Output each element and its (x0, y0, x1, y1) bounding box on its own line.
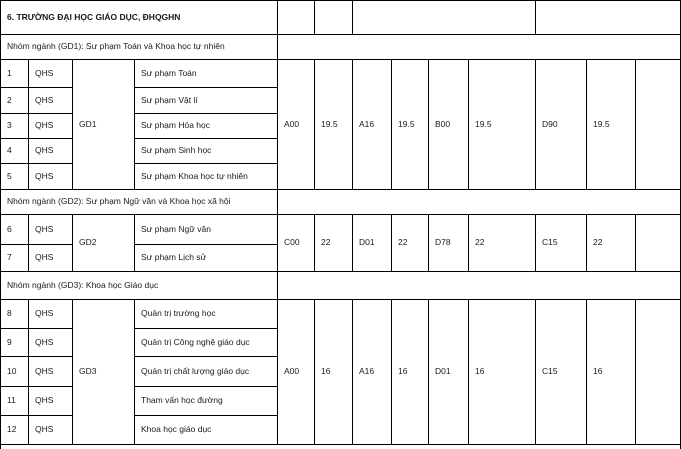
cutoff-score: 22 (321, 237, 331, 248)
grid-line (535, 0, 536, 35)
row-number: 8 (7, 308, 12, 319)
institution-code: QHS (35, 223, 54, 234)
row-number: 6 (7, 223, 12, 234)
major-name: Sư phạm Khoa học tự nhiên (141, 170, 248, 181)
major-name: Quản trị chất lượng giáo dục (141, 365, 250, 376)
major-name: Khoa học giáo dục (141, 424, 212, 435)
grid-line (0, 0, 1, 449)
grid-line (535, 214, 536, 272)
major-name: Quản trị trường học (141, 308, 216, 319)
subject-block: C15 (542, 237, 558, 248)
group-header: Nhóm ngành (GD3): Khoa học Giáo dục (7, 279, 159, 290)
group-header: Nhóm ngành (GD2): Sư phạm Ngữ văn và Khoa học xã hội (7, 196, 231, 207)
grid-line (635, 59, 636, 190)
group-code: GD1 (79, 118, 97, 129)
grid-line (277, 189, 278, 215)
grid-line (468, 299, 469, 445)
grid-line (586, 214, 587, 272)
major-name: Sư phạm Ngữ văn (141, 223, 211, 234)
grid-line (586, 299, 587, 445)
grid-line (468, 214, 469, 272)
institution-code: QHS (35, 424, 54, 435)
grid-line (28, 214, 29, 272)
subject-block: A16 (359, 366, 375, 377)
cutoff-score: 19.5 (321, 118, 338, 129)
grid-line (428, 59, 429, 190)
major-name: Tham vấn học đường (141, 395, 223, 406)
grid-line (352, 214, 353, 272)
grid-line (72, 299, 73, 445)
row-number: 5 (7, 170, 12, 181)
grid-line (314, 0, 315, 35)
subject-block: C15 (542, 366, 558, 377)
row-number: 2 (7, 94, 12, 105)
institution-code: QHS (35, 67, 54, 78)
major-name: Quản trị Công nghệ giáo dục (141, 336, 250, 347)
major-name: Sư phạm Toán (141, 67, 197, 78)
cutoff-score: 22 (475, 237, 485, 248)
cutoff-score: 19.5 (593, 118, 610, 129)
grid-line (391, 214, 392, 272)
grid-line (0, 444, 681, 445)
grid-line (635, 214, 636, 272)
group-code: GD2 (79, 237, 97, 248)
cutoff-score: 19.5 (475, 118, 492, 129)
subject-block: A00 (284, 118, 300, 129)
row-number: 10 (7, 365, 17, 376)
group-header: Nhóm ngành (GD1): Sư phạm Toán và Khoa học tự nhiên (7, 41, 225, 52)
row-number: 3 (7, 120, 12, 131)
grid-line (314, 299, 315, 445)
group-code: GD3 (79, 366, 97, 377)
institution-code: QHS (35, 395, 54, 406)
grid-line (535, 299, 536, 445)
major-name: Sư phạm Hóa học (141, 120, 211, 131)
subject-block: A00 (284, 366, 300, 377)
institution-code: QHS (35, 365, 54, 376)
row-number: 4 (7, 145, 12, 156)
institution-code: QHS (35, 145, 54, 156)
grid-line (586, 59, 587, 190)
cutoff-score: 16 (475, 366, 485, 377)
institution-code: QHS (35, 170, 54, 181)
grid-line (428, 299, 429, 445)
grid-line (314, 59, 315, 190)
institution-code: QHS (35, 252, 54, 263)
grid-line (134, 214, 135, 272)
grid-line (277, 34, 278, 60)
grid-line (277, 299, 278, 445)
row-number: 7 (7, 252, 12, 263)
row-number: 11 (7, 395, 16, 406)
grid-line (535, 59, 536, 190)
grid-line (277, 271, 278, 300)
row-number: 12 (7, 424, 17, 435)
subject-block: D01 (435, 366, 451, 377)
grid-line (352, 299, 353, 445)
cutoff-score: 22 (398, 237, 408, 248)
grid-line (314, 214, 315, 272)
subject-block: C00 (284, 237, 300, 248)
row-number: 1 (7, 67, 12, 78)
cutoff-score: 19.5 (398, 118, 415, 129)
cutoff-score: 22 (593, 237, 603, 248)
cutoff-score: 16 (593, 366, 603, 377)
grid-line (28, 59, 29, 190)
grid-line (0, 0, 681, 1)
grid-line (352, 59, 353, 190)
grid-line (134, 59, 135, 190)
subject-block: D01 (359, 237, 375, 248)
major-name: Sư phạm Sinh học (141, 145, 212, 156)
row-number: 9 (7, 336, 12, 347)
grid-line (72, 59, 73, 190)
grid-line (28, 299, 29, 445)
cutoff-score: 16 (321, 366, 331, 377)
institution-code: QHS (35, 120, 54, 131)
grid-line (277, 214, 278, 272)
major-name: Sư phạm Vật lí (141, 94, 198, 105)
grid-line (635, 299, 636, 445)
cutoff-score: 16 (398, 366, 408, 377)
grid-line (277, 0, 278, 35)
subject-block: A16 (359, 118, 375, 129)
subject-block: B00 (435, 118, 451, 129)
subject-block: D78 (435, 237, 451, 248)
grid-line (277, 59, 278, 190)
grid-line (428, 214, 429, 272)
section-title: 6. TRƯỜNG ĐẠI HỌC GIÁO DỤC, ĐHQGHN (7, 11, 181, 22)
institution-code: QHS (35, 308, 54, 319)
grid-line (468, 59, 469, 190)
grid-line (72, 214, 73, 272)
subject-block: D90 (542, 118, 558, 129)
major-name: Sư phạm Lịch sử (141, 252, 207, 263)
grid-line (134, 299, 135, 445)
institution-code: QHS (35, 336, 54, 347)
institution-code: QHS (35, 94, 54, 105)
grid-line (352, 0, 353, 35)
grid-line (391, 59, 392, 190)
grid-line (391, 299, 392, 445)
